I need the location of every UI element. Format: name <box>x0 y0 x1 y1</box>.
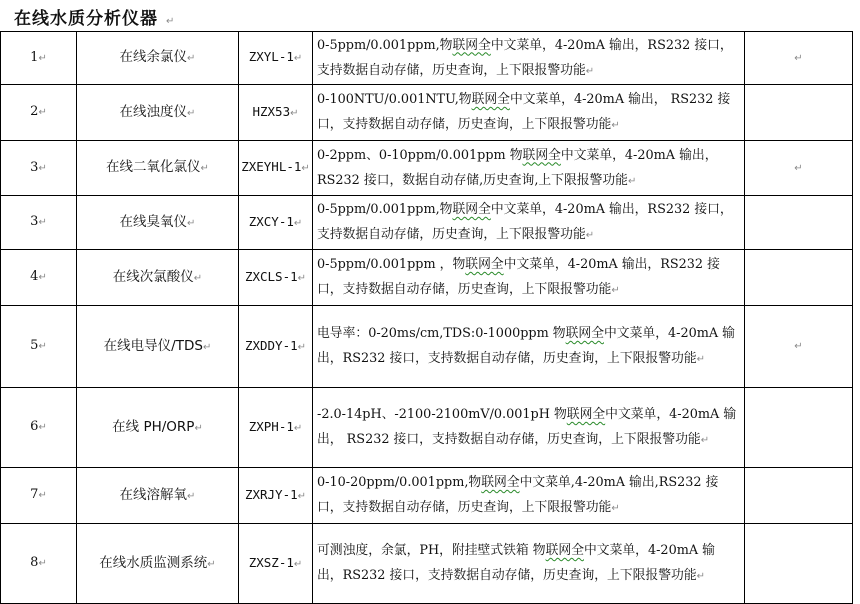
row-end-cell <box>853 196 860 250</box>
row-number: 3↵ <box>1 196 77 250</box>
paragraph-mark-icon: ↵ <box>38 217 47 228</box>
spec-description: 0-2ppm、0-10ppm/0.001ppm 物联网全中文菜单，4-20mA 输出，RS232 接口，数据自动存储,历史查询,上下限报警功能↵ <box>313 141 745 196</box>
paragraph-mark-icon: ↵ <box>696 354 706 365</box>
spec-description: 0-5ppm/0.001ppm,物联网全中文菜单，4-20mA 输出，RS232 接口，支持数据自动存储，历史查询，上下限报警功能↵ <box>313 32 745 85</box>
extra-cell <box>745 85 853 141</box>
paragraph-mark-icon: ↵ <box>187 217 196 229</box>
row-end-cell <box>853 468 860 524</box>
extra-cell <box>745 468 853 524</box>
paragraph-mark-icon: ↵ <box>297 490 307 502</box>
spellcheck-underline: 联网全 <box>452 37 491 53</box>
paragraph-mark-icon: ↵ <box>700 435 710 446</box>
paragraph-mark-icon: ↵ <box>202 341 212 353</box>
table-row <box>1 388 860 468</box>
extra-cell <box>745 141 853 196</box>
spellcheck-underline: 联网全 <box>465 257 504 272</box>
model-number: ZXCY-1↵ <box>239 196 313 250</box>
paragraph-mark-icon: ↵ <box>38 490 47 501</box>
instrument-name: 在线水质监测系统↵ <box>77 524 239 604</box>
paragraph-mark-icon: ↵ <box>166 16 176 27</box>
paragraph-mark-icon: ↵ <box>200 163 209 174</box>
paragraph-mark-icon: ↵ <box>38 422 47 433</box>
table-row <box>1 32 860 85</box>
row-number: 6↵ <box>1 388 77 468</box>
row-number: 4↵ <box>1 250 77 306</box>
instrument-name: 在线余氯仪↵ <box>77 32 239 85</box>
paragraph-mark-icon: ↵ <box>194 422 203 434</box>
model-number: ZXPH-1↵ <box>239 388 313 468</box>
row-end-cell <box>853 524 860 604</box>
row-number: 2↵ <box>1 85 77 141</box>
paragraph-mark-icon: ↵ <box>38 107 47 118</box>
row-number: 8↵ <box>1 524 77 604</box>
row-end-cell <box>853 388 860 468</box>
table-row <box>1 196 860 250</box>
instrument-name: 在线臭氧仪↵ <box>77 196 239 250</box>
instrument-name: 在线二氧化氯仪↵ <box>77 141 239 196</box>
paragraph-mark-icon: ↵ <box>293 53 303 64</box>
model-number: ZXDDY-1↵ <box>239 306 313 388</box>
paragraph-mark-icon: ↵ <box>38 341 47 352</box>
document-title: 在线水质分析仪器 ↵ <box>14 9 176 29</box>
extra-cell <box>745 388 853 468</box>
model-number: ZXSZ-1↵ <box>239 524 313 604</box>
spellcheck-underline: 联网全 <box>565 326 604 341</box>
row-end-cell <box>853 250 860 306</box>
model-number: ZXYL-1↵ <box>239 32 313 85</box>
spellcheck-underline: 联网全 <box>522 147 561 163</box>
paragraph-mark-icon: ↵ <box>301 163 310 174</box>
paragraph-mark-icon: ↵ <box>297 341 307 353</box>
paragraph-mark-icon: ↵ <box>696 571 706 582</box>
spec-description: 电导率：0-20ms/cm,TDS:0-1000ppm 物联网全中文菜单，4-20mA 输出，RS232 接口，支持数据自动存储，历史查询，上下限报警功能↵ <box>313 306 745 388</box>
instrument-name: 在线溶解氧↵ <box>77 468 239 524</box>
paragraph-mark-icon: ↵ <box>38 52 47 64</box>
table-row <box>1 85 860 141</box>
row-end-cell <box>853 141 860 196</box>
paragraph-mark-icon: ↵ <box>38 162 47 174</box>
extra-cell <box>745 306 853 388</box>
paragraph-mark-icon: ↵ <box>627 175 637 187</box>
model-number: ZXCLS-1↵ <box>239 250 313 306</box>
paragraph-mark-icon: ↵ <box>611 120 620 131</box>
extra-cell <box>745 524 853 604</box>
paragraph-mark-icon: ↵ <box>38 272 47 283</box>
row-number: 1↵ <box>1 32 77 85</box>
paragraph-mark-icon: ↵ <box>187 490 196 502</box>
row-end-cell <box>853 306 860 388</box>
paragraph-mark-icon: ↵ <box>297 272 307 284</box>
extra-cell <box>745 196 853 250</box>
spellcheck-underline: 联网全 <box>452 202 491 217</box>
instrument-table <box>0 31 860 604</box>
paragraph-mark-icon: ↵ <box>794 52 803 64</box>
model-number: ZXEYHL-1↵ <box>239 141 313 196</box>
paragraph-mark-icon: ↵ <box>290 107 299 119</box>
paragraph-mark-icon: ↵ <box>611 503 620 514</box>
paragraph-mark-icon: ↵ <box>794 341 803 352</box>
row-number: 3↵ <box>1 141 77 196</box>
spellcheck-underline: 联网全 <box>545 543 584 558</box>
paragraph-mark-icon: ↵ <box>794 162 803 174</box>
table-row <box>1 524 860 604</box>
instrument-name: 在线电导仪/TDS↵ <box>77 306 239 388</box>
spec-description: 0-5ppm/0.001ppm ，物联网全中文菜单，4-20mA 输出，RS232 接口，支持数据自动存储，历史查询，上下限报警功能↵ <box>313 250 745 306</box>
spellcheck-underline: 联网全 <box>471 92 510 107</box>
spec-description: 0-10-20ppm/0.001ppm,物联网全中文菜单,4-20mA 输出,RS232 接口，支持数据自动存储，历史查询，上下限报警功能↵ <box>313 468 745 524</box>
paragraph-mark-icon: ↵ <box>611 285 620 296</box>
model-number: ZXRJY-1↵ <box>239 468 313 524</box>
paragraph-mark-icon: ↵ <box>293 422 303 434</box>
row-number: 7↵ <box>1 468 77 524</box>
spec-description: 可测浊度，余氯，PH，附挂壁式铁箱 物联网全中文菜单，4-20mA 输出，RS232 接口，支持数据自动存储，历史查询，上下限报警功能↵ <box>313 524 745 604</box>
paragraph-mark-icon: ↵ <box>193 272 203 284</box>
extra-cell <box>745 250 853 306</box>
instrument-name: 在线浊度仪↵ <box>77 85 239 141</box>
spellcheck-underline: 联网全 <box>481 475 520 490</box>
table-row <box>1 141 860 196</box>
paragraph-mark-icon: ↵ <box>187 53 196 64</box>
paragraph-mark-icon: ↵ <box>187 107 196 119</box>
spec-description: 0-100NTU/0.001NTU,物联网全中文菜单，4-20mA 输出， RS232 接口，支持数据自动存储，历史查询，上下限报警功能↵ <box>313 85 745 141</box>
row-number: 5↵ <box>1 306 77 388</box>
paragraph-mark-icon: ↵ <box>293 558 303 570</box>
instrument-name: 在线 PH/ORP↵ <box>77 388 239 468</box>
paragraph-mark-icon: ↵ <box>293 217 303 229</box>
spellcheck-underline: 联网全 <box>566 407 606 422</box>
row-end-cell <box>853 32 860 85</box>
spec-description: -2.0-14pH、-2100-2100mV/0.001pH 物联网全中文菜单，4-20mA 输出， RS232 接口，支持数据自动存储，历史查询，上下限报警功能↵ <box>313 388 745 468</box>
paragraph-mark-icon: ↵ <box>585 230 595 241</box>
model-number: HZX53↵ <box>239 85 313 141</box>
paragraph-mark-icon: ↵ <box>38 558 47 569</box>
extra-cell <box>745 32 853 85</box>
instrument-name: 在线次氯酸仪↵ <box>77 250 239 306</box>
table-row <box>1 250 860 306</box>
table-row <box>1 306 860 388</box>
paragraph-mark-icon: ↵ <box>207 558 216 570</box>
table-row <box>1 468 860 524</box>
spec-description: 0-5ppm/0.001ppm,物联网全中文菜单，4-20mA 输出，RS232 接口，支持数据自动存储，历史查询，上下限报警功能↵ <box>313 196 745 250</box>
row-end-cell <box>853 85 860 141</box>
paragraph-mark-icon: ↵ <box>585 65 595 77</box>
